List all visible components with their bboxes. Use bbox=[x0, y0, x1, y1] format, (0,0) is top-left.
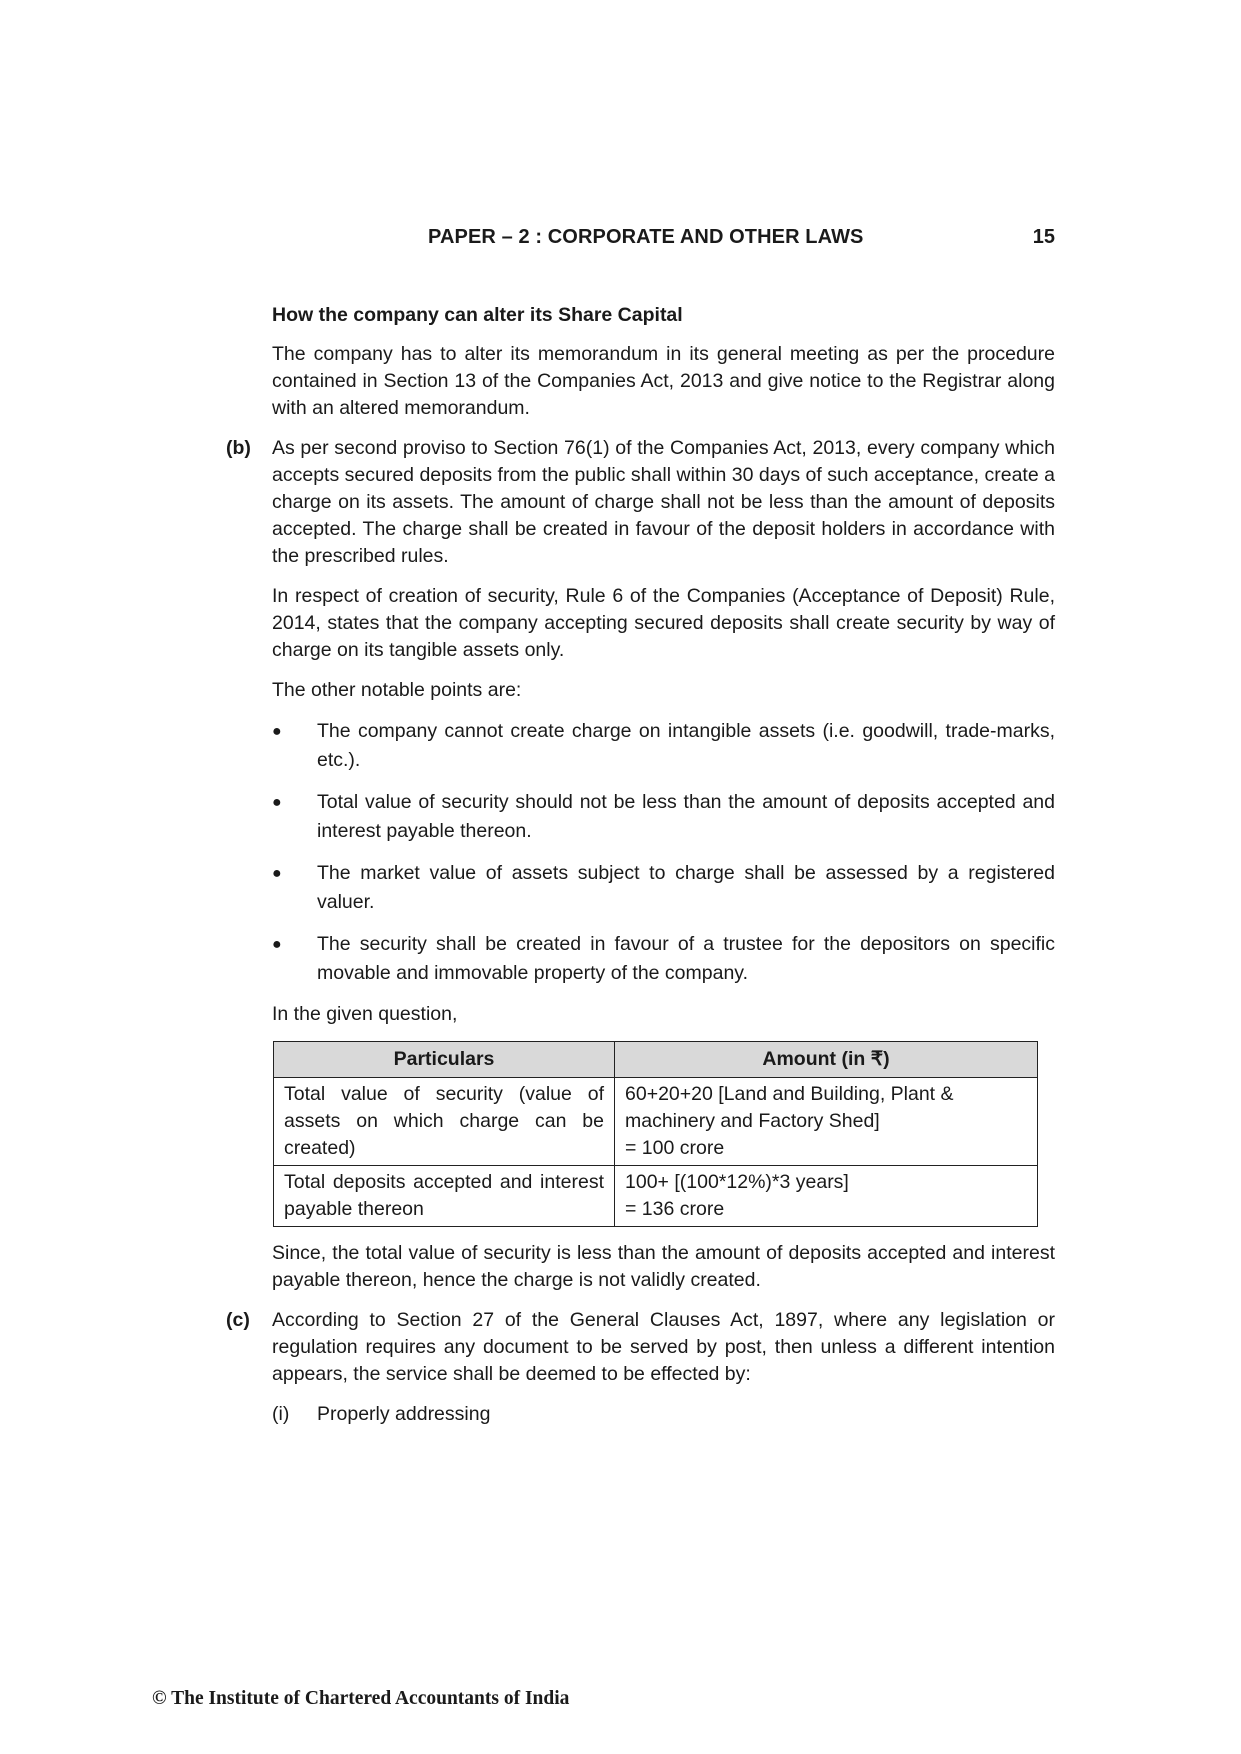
page-header bbox=[0, 226, 1241, 256]
amount-result: = 136 crore bbox=[625, 1198, 725, 1220]
paragraph-alter-capital: The company has to alter its memorandum in its general meeting as per the procedure contained in Section 13 of the Companies Act, 2013 and give notice to the Registrar along with an altered memorandum. bbox=[272, 343, 1055, 419]
list-item: ● The market value of assets subject to charge shall be assessed by a registered valuer. bbox=[272, 859, 1055, 917]
list-item: ● The security shall be created in favour of a trustee for the depositors on specific movable and immovable property of the company. bbox=[272, 930, 1055, 988]
amount-cell bbox=[615, 1078, 1038, 1166]
roman-list-item bbox=[272, 1401, 1055, 1428]
table-row bbox=[274, 1166, 1038, 1227]
page-number: 15 bbox=[1032, 226, 1055, 248]
part-b-paragraph-3: The other notable points are: bbox=[272, 679, 522, 701]
column-header-amount: Amount (in ₹) bbox=[615, 1042, 1038, 1078]
bullet-icon: ● bbox=[272, 936, 282, 953]
table-row bbox=[274, 1078, 1038, 1166]
part-c-paragraph-1: According to Section 27 of the General Clauses Act, 1897, where any legislation or regulation requires any document to be served by post, then unless a different intention appears, the service shall be deemed to be effected by: bbox=[272, 1309, 1055, 1385]
particular-cell: Total value of security (value of assets on which charge can be created) bbox=[274, 1078, 615, 1166]
part-b-paragraph-2: In respect of creation of security, Rule 6 of the Companies (Acceptance of Deposit) Rule, 2014, states that the company accepting secured deposits shall create security by way of charge on its tangible assets only. bbox=[272, 585, 1055, 661]
notable-points-list bbox=[272, 717, 1055, 988]
amount-calculation: 100+ [(100*12%)*3 years] bbox=[625, 1171, 849, 1193]
column-header-particulars: Particulars bbox=[274, 1042, 615, 1078]
part-b-paragraph-4: In the given question, bbox=[272, 1003, 458, 1025]
part-b-label: (b) bbox=[226, 437, 251, 459]
security-table bbox=[273, 1041, 1038, 1227]
bullet-icon: ● bbox=[272, 723, 282, 740]
part-c-label: (c) bbox=[226, 1309, 250, 1331]
bullet-icon: ● bbox=[272, 865, 282, 882]
list-item: ● The company cannot create charge on intangible assets (i.e. goodwill, trade-marks, etc.). bbox=[272, 717, 1055, 775]
table-header-row bbox=[274, 1042, 1038, 1078]
amount-result: = 100 crore bbox=[625, 1137, 725, 1159]
part-c bbox=[226, 1307, 1055, 1388]
header-title: PAPER – 2 : CORPORATE AND OTHER LAWS bbox=[428, 226, 864, 248]
amount-calculation: 60+20+20 [Land and Building, Plant & machinery and Factory Shed] bbox=[625, 1083, 954, 1132]
section-heading: How the company can alter its Share Capital bbox=[272, 304, 683, 326]
part-b bbox=[226, 435, 1055, 570]
bullet-icon: ● bbox=[272, 794, 282, 811]
roman-numeral: (i) bbox=[272, 1403, 290, 1425]
amount-cell bbox=[615, 1166, 1038, 1227]
page-content bbox=[226, 302, 1055, 1428]
page-footer: © The Institute of Chartered Accountants of India bbox=[152, 1688, 570, 1709]
roman-item-text: Properly addressing bbox=[317, 1403, 491, 1425]
part-b-paragraph-1: As per second proviso to Section 76(1) of the Companies Act, 2013, every company which accepts secured deposits from the public shall within 30 days of such acceptance, create a charge on its assets. The amount of charge shall not be less than the amount of deposits accepted. The charge shall be created in favour of the deposit holders in accordance with the prescribed rules. bbox=[272, 437, 1055, 567]
list-item: ● Total value of security should not be less than the amount of deposits accepted and interest payable thereon. bbox=[272, 788, 1055, 846]
particular-cell: Total deposits accepted and interest payable thereon bbox=[274, 1166, 615, 1227]
part-b-paragraph-5: Since, the total value of security is less than the amount of deposits accepted and interest payable thereon, hence the charge is not validly created. bbox=[272, 1242, 1055, 1291]
